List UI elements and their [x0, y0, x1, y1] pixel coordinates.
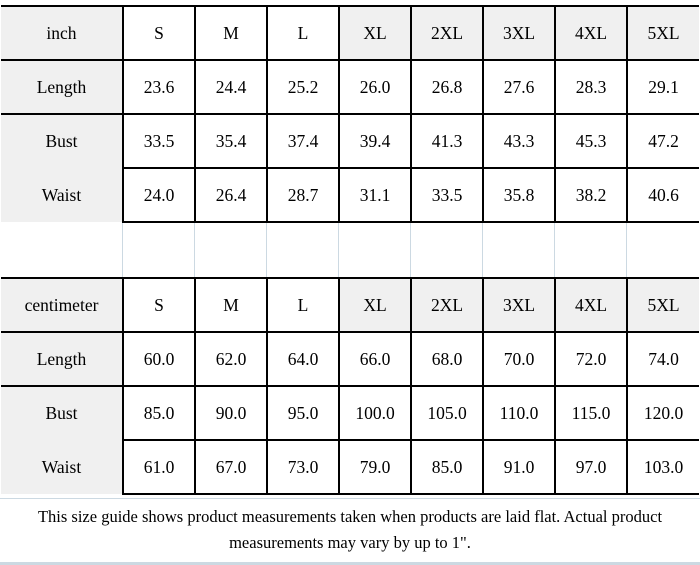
- size-header-cell-5xl: 5XL: [627, 278, 699, 332]
- measure-label-cell-length: Length: [1, 60, 123, 114]
- gap-cell: [411, 223, 483, 277]
- size-header-cell-m: M: [195, 278, 267, 332]
- size-header-cell-s: S: [123, 278, 195, 332]
- measurement-value-cell: 72.0: [555, 332, 627, 386]
- measurement-value-cell: 43.3: [483, 114, 555, 168]
- header-row: [1, 278, 699, 332]
- measurement-row: [1, 168, 699, 222]
- measurement-value-cell: 27.6: [483, 60, 555, 114]
- measurement-value-cell: 66.0: [339, 332, 411, 386]
- size-header-cell-s: S: [123, 6, 195, 60]
- measurement-value-cell: 85.0: [123, 386, 195, 440]
- measurement-value-cell: 38.2: [555, 168, 627, 222]
- measurement-value-cell: 105.0: [411, 386, 483, 440]
- measurement-value-cell: 26.4: [195, 168, 267, 222]
- size-header-cell-2xl: 2XL: [411, 6, 483, 60]
- measurement-value-cell: 40.6: [627, 168, 699, 222]
- measurement-value-cell: 24.0: [123, 168, 195, 222]
- measurement-value-cell: 29.1: [627, 60, 699, 114]
- gap-cell: [555, 223, 627, 277]
- measurement-value-cell: 23.6: [123, 60, 195, 114]
- measurement-value-cell: 68.0: [411, 332, 483, 386]
- measurement-value-cell: 95.0: [267, 386, 339, 440]
- measurement-value-cell: 64.0: [267, 332, 339, 386]
- measurement-row: [1, 386, 699, 440]
- measurement-value-cell: 91.0: [483, 440, 555, 494]
- measurement-value-cell: 60.0: [123, 332, 195, 386]
- size-header-cell-2xl: 2XL: [411, 278, 483, 332]
- measurement-value-cell: 67.0: [195, 440, 267, 494]
- measurement-row: [1, 440, 699, 494]
- gap-cell: [1, 223, 123, 277]
- measurement-value-cell: 35.8: [483, 168, 555, 222]
- gap-cell: [483, 223, 555, 277]
- measurement-value-cell: 110.0: [483, 386, 555, 440]
- measurement-value-cell: 74.0: [627, 332, 699, 386]
- size-header-cell-m: M: [195, 6, 267, 60]
- measurement-value-cell: 35.4: [195, 114, 267, 168]
- size-guide-note: [0, 498, 700, 565]
- size-header-cell-l: L: [267, 278, 339, 332]
- measurement-value-cell: 120.0: [627, 386, 699, 440]
- measurement-value-cell: 26.8: [411, 60, 483, 114]
- unit-label-cell: inch: [1, 6, 123, 60]
- measurement-value-cell: 28.3: [555, 60, 627, 114]
- measurement-row: [1, 332, 699, 386]
- size-header-cell-l: L: [267, 6, 339, 60]
- measurement-value-cell: 26.0: [339, 60, 411, 114]
- measurement-value-cell: 85.0: [411, 440, 483, 494]
- size-table-centimeter: [1, 277, 699, 495]
- measurement-value-cell: 90.0: [195, 386, 267, 440]
- measurement-value-cell: 70.0: [483, 332, 555, 386]
- measurement-value-cell: 25.2: [267, 60, 339, 114]
- measure-label-cell-length: Length: [1, 332, 123, 386]
- measurement-value-cell: 103.0: [627, 440, 699, 494]
- unit-label-cell: centimeter: [1, 278, 123, 332]
- measurement-value-cell: 79.0: [339, 440, 411, 494]
- size-header-cell-xl: XL: [339, 6, 411, 60]
- note-line: This size guide shows product measurements taken when products are laid flat. Actual product: [37, 507, 663, 526]
- measurement-value-cell: 115.0: [555, 386, 627, 440]
- size-header-cell-4xl: 4XL: [555, 278, 627, 332]
- measurement-value-cell: 62.0: [195, 332, 267, 386]
- size-header-cell-3xl: 3XL: [483, 278, 555, 332]
- measure-label-cell-waist: Waist: [1, 168, 123, 222]
- measurement-value-cell: 41.3: [411, 114, 483, 168]
- measurement-value-cell: 47.2: [627, 114, 699, 168]
- gap-cell: [627, 223, 699, 277]
- table-gap-row: [1, 223, 699, 277]
- measurement-value-cell: 37.4: [267, 114, 339, 168]
- gap-cell: [195, 223, 267, 277]
- gap-cell: [339, 223, 411, 277]
- measurement-value-cell: 33.5: [411, 168, 483, 222]
- measurement-value-cell: 33.5: [123, 114, 195, 168]
- measure-label-cell-bust: Bust: [1, 386, 123, 440]
- gap-cell: [267, 223, 339, 277]
- size-header-cell-3xl: 3XL: [483, 6, 555, 60]
- measurement-value-cell: 28.7: [267, 168, 339, 222]
- measurement-value-cell: 73.0: [267, 440, 339, 494]
- measurement-value-cell: 61.0: [123, 440, 195, 494]
- measurement-value-cell: 45.3: [555, 114, 627, 168]
- note-line: measurements may vary by up to 1".: [229, 533, 471, 552]
- measurement-value-cell: 31.1: [339, 168, 411, 222]
- size-header-cell-5xl: 5XL: [627, 6, 699, 60]
- size-table-inch: [1, 5, 699, 223]
- size-header-cell-4xl: 4XL: [555, 6, 627, 60]
- measurement-value-cell: 39.4: [339, 114, 411, 168]
- measurement-value-cell: 97.0: [555, 440, 627, 494]
- measurement-value-cell: 24.4: [195, 60, 267, 114]
- measurement-value-cell: 100.0: [339, 386, 411, 440]
- measure-label-cell-bust: Bust: [1, 114, 123, 168]
- gap-cell: [123, 223, 195, 277]
- measurement-row: [1, 114, 699, 168]
- measurement-row: [1, 60, 699, 114]
- size-header-cell-xl: XL: [339, 278, 411, 332]
- measure-label-cell-waist: Waist: [1, 440, 123, 494]
- header-row: [1, 6, 699, 60]
